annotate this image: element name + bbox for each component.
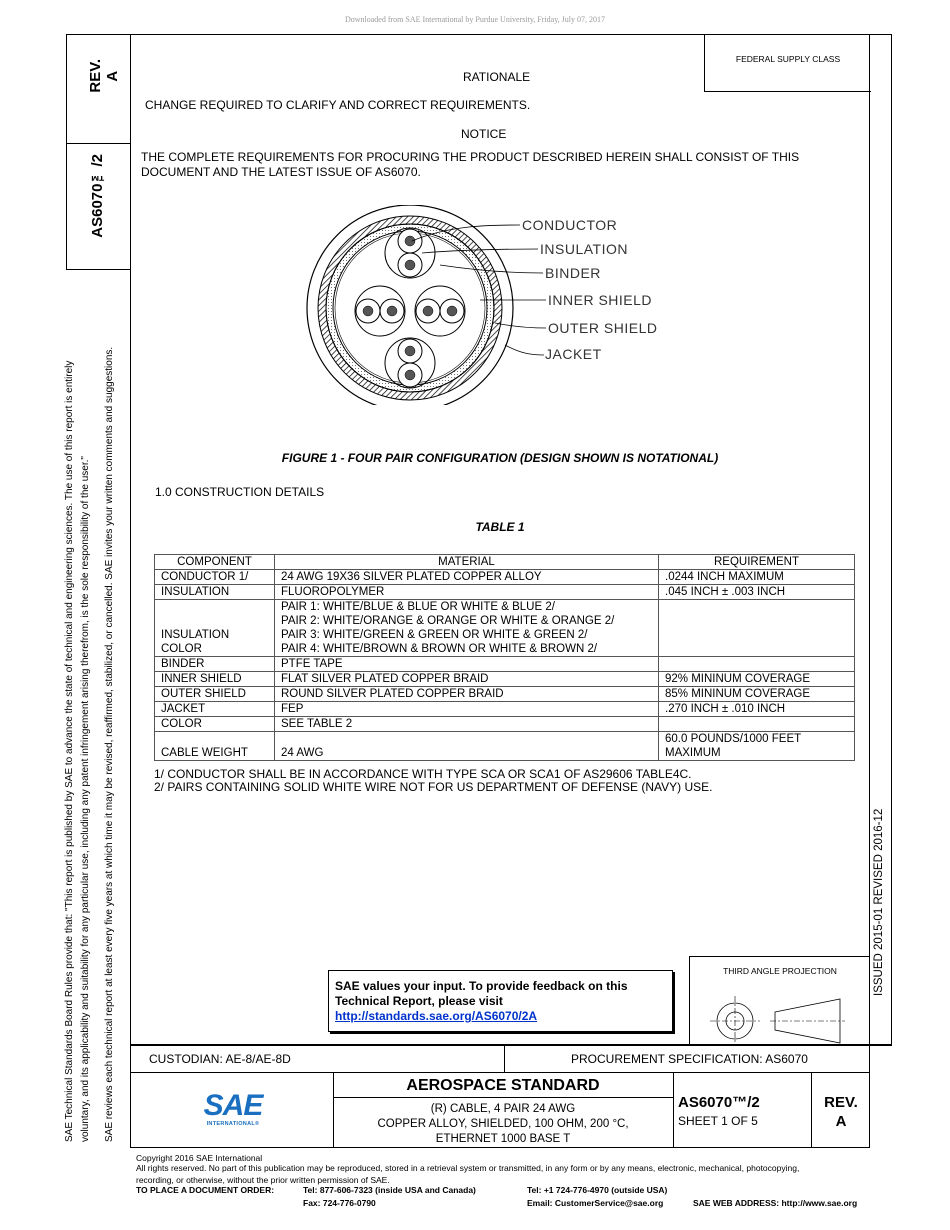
cell: 92% MININUM COVERAGE <box>659 672 855 687</box>
sae-logo-sub: INTERNATIONAL® <box>206 1121 260 1127</box>
feedback-link[interactable]: http://standards.sae.org/AS6070/2A <box>335 1009 538 1023</box>
label-outer-shield: OUTER SHIELD <box>548 320 658 336</box>
tel-outside: Tel: +1 724-776-4970 (outside USA) <box>527 1185 668 1195</box>
cell: .270 INCH ± .010 INCH <box>659 702 855 717</box>
order-label: TO PLACE A DOCUMENT ORDER: <box>136 1185 275 1195</box>
cell: PTFE TAPE <box>275 657 659 672</box>
cell: BINDER <box>155 657 275 672</box>
cell: 24 AWG <box>275 732 659 761</box>
table-row <box>155 600 855 657</box>
table-row <box>155 717 855 732</box>
fax: Fax: 724-776-0790 <box>303 1198 376 1208</box>
cell <box>659 600 855 657</box>
note-1: 1/ CONDUCTOR SHALL BE IN ACCORDANCE WITH TYPE SCA OR SCA1 OF AS29606 TABLE4C. <box>154 767 692 781</box>
label-insulation: INSULATION <box>540 241 628 257</box>
table-row <box>155 657 855 672</box>
label-binder: BINDER <box>545 265 601 281</box>
feedback-line-1: SAE values your input. To provide feedback on this <box>335 979 628 993</box>
custodian: CUSTODIAN: AE-8/AE-8D <box>149 1052 291 1066</box>
table-row <box>155 732 855 761</box>
header-component: COMPONENT <box>155 555 275 570</box>
cell: ROUND SILVER PLATED COPPER BRAID <box>275 687 659 702</box>
table-title: TABLE 1 <box>475 520 525 534</box>
copyright: Copyright 2016 SAE International <box>136 1153 263 1163</box>
header-requirement: REQUIREMENT <box>659 555 855 570</box>
side-rev-value: A <box>104 70 121 82</box>
cell: 60.0 POUNDS/1000 FEET MAXIMUM <box>659 732 855 761</box>
projection-symbol-icon <box>690 981 870 1045</box>
email[interactable]: Email: CustomerService@sae.org <box>527 1198 664 1208</box>
cable-cross-section-figure <box>300 205 680 405</box>
notice-heading: NOTICE <box>461 127 507 141</box>
side-rules-2: voluntary, and its applicability and suitability for any particular use, including any patent infringement arising therefrom, is the sole responsibility of the user." <box>80 456 91 1142</box>
side-rev-label: REV. <box>87 59 104 93</box>
rights-line-1: All rights reserved. No part of this publication may be reproduced, stored in a retrieval system or transmitted, in any form or by any means, electronic, mechanical, photocopying, <box>136 1163 800 1173</box>
cell: INSULATION COLOR <box>155 600 275 657</box>
table-row <box>155 687 855 702</box>
web-address[interactable]: SAE WEB ADDRESS: http://www.sae.org <box>693 1198 858 1208</box>
feedback-box <box>328 970 673 1032</box>
procurement-spec: PROCUREMENT SPECIFICATION: AS6070 <box>571 1052 808 1066</box>
download-note: Downloaded from SAE International by Purdue University, Friday, July 07, 2017 <box>344 15 606 24</box>
third-angle-box <box>689 956 870 1045</box>
third-angle-label: THIRD ANGLE PROJECTION <box>723 966 837 976</box>
header-material: MATERIAL <box>275 555 659 570</box>
table-row <box>155 585 855 600</box>
cell: CABLE WEIGHT <box>155 732 275 761</box>
page-frame <box>130 34 892 1045</box>
cell: OUTER SHIELD <box>155 687 275 702</box>
notice-line-2: DOCUMENT AND THE LATEST ISSUE OF AS6070. <box>141 165 421 179</box>
note-2: 2/ PAIRS CONTAINING SOLID WHITE WIRE NOT FOR US DEPARTMENT OF DEFENSE (NAVY) USE. <box>154 780 713 794</box>
cell: COLOR <box>155 717 275 732</box>
sae-logo-text: SAE <box>203 1089 263 1122</box>
cell: 24 AWG 19X36 SILVER PLATED COPPER ALLOY <box>275 570 659 585</box>
cell: FEP <box>275 702 659 717</box>
cell: CONDUCTOR 1/ <box>155 570 275 585</box>
cell: FLUOROPOLYMER <box>275 585 659 600</box>
side-doc-box <box>66 144 130 270</box>
label-inner-shield: INNER SHIELD <box>548 292 653 308</box>
cell: .045 INCH ± .003 INCH <box>659 585 855 600</box>
sheet-number: SHEET 1 OF 5 <box>678 1114 758 1128</box>
side-rules-1: SAE Technical Standards Board Rules provide that: "This report is published by SAE to advance the state of technical and engineering sciences. The use of this report is entirely <box>64 360 75 1142</box>
side-rev-box <box>66 34 130 144</box>
cell: SEE TABLE 2 <box>275 717 659 732</box>
cell <box>659 717 855 732</box>
rationale-heading: RATIONALE <box>463 70 531 84</box>
cell: 85% MININUM COVERAGE <box>659 687 855 702</box>
sae-logo <box>203 1091 263 1127</box>
cell: .0244 INCH MAXIMUM <box>659 570 855 585</box>
table-row <box>155 570 855 585</box>
construction-table <box>154 554 855 761</box>
side-doc-number: AS6070™/2 <box>89 154 106 238</box>
rights-line-2: recording, or otherwise, without the prior written permission of SAE. <box>136 1175 390 1185</box>
cell: PAIR 1: WHITE/BLUE & BLUE OR WHITE & BLUE 2/ PAIR 2: WHITE/ORANGE & ORANGE OR WHITE & ORANGE 2/ PAIR 3: WHITE/GREEN & GREEN OR WHITE & GREEN 2/ PAIR 4: WHITE/BROWN & BROWN OR WHITE & BROWN 2/ <box>275 600 659 657</box>
label-jacket: JACKET <box>545 346 602 362</box>
table-header-row <box>155 555 855 570</box>
rationale-text: CHANGE REQUIRED TO CLARIFY AND CORRECT REQUIREMENTS. <box>145 98 531 112</box>
cell: FLAT SILVER PLATED COPPER BRAID <box>275 672 659 687</box>
title-rev: REV. A <box>824 1094 858 1130</box>
notice-line-1: THE COMPLETE REQUIREMENTS FOR PROCURING THE PRODUCT DESCRIBED HEREIN SHALL CONSIST OF THIS <box>141 150 800 164</box>
cell: INSULATION <box>155 585 275 600</box>
table-row <box>155 672 855 687</box>
table-row <box>155 702 855 717</box>
doc-description: (R) CABLE, 4 PAIR 24 AWG COPPER ALLOY, SHIELDED, 100 OHM, 200 °C, ETHERNET 1000 BASE T <box>377 1103 629 1145</box>
doc-type-title: AEROSPACE STANDARD <box>406 1077 600 1094</box>
section-heading: 1.0 CONSTRUCTION DETAILS <box>155 485 325 499</box>
title-doc-number: AS6070™/2 <box>678 1094 760 1111</box>
figure-caption: FIGURE 1 - FOUR PAIR CONFIGURATION (DESIGN SHOWN IS NOTATIONAL) <box>281 451 719 465</box>
feedback-line-2: Technical Report, please visit <box>335 994 503 1008</box>
cell: JACKET <box>155 702 275 717</box>
cell: INNER SHIELD <box>155 672 275 687</box>
label-conductor: CONDUCTOR <box>522 217 618 233</box>
tel-usa: Tel: 877-606-7323 (inside USA and Canada) <box>303 1185 476 1195</box>
cell <box>659 657 855 672</box>
issued-revised: ISSUED 2015-01 REVISED 2016-12 <box>873 808 885 996</box>
federal-supply-box <box>704 34 871 92</box>
side-rules-3: SAE reviews each technical report at least every five years at which time it may be revised, reaffirmed, stabilized, or cancelled. SAE invites your written comments and suggestions. <box>104 346 115 1142</box>
custodian-row <box>130 1045 870 1073</box>
federal-supply-label: FEDERAL SUPPLY CLASS <box>735 54 841 64</box>
title-block <box>130 1073 870 1148</box>
